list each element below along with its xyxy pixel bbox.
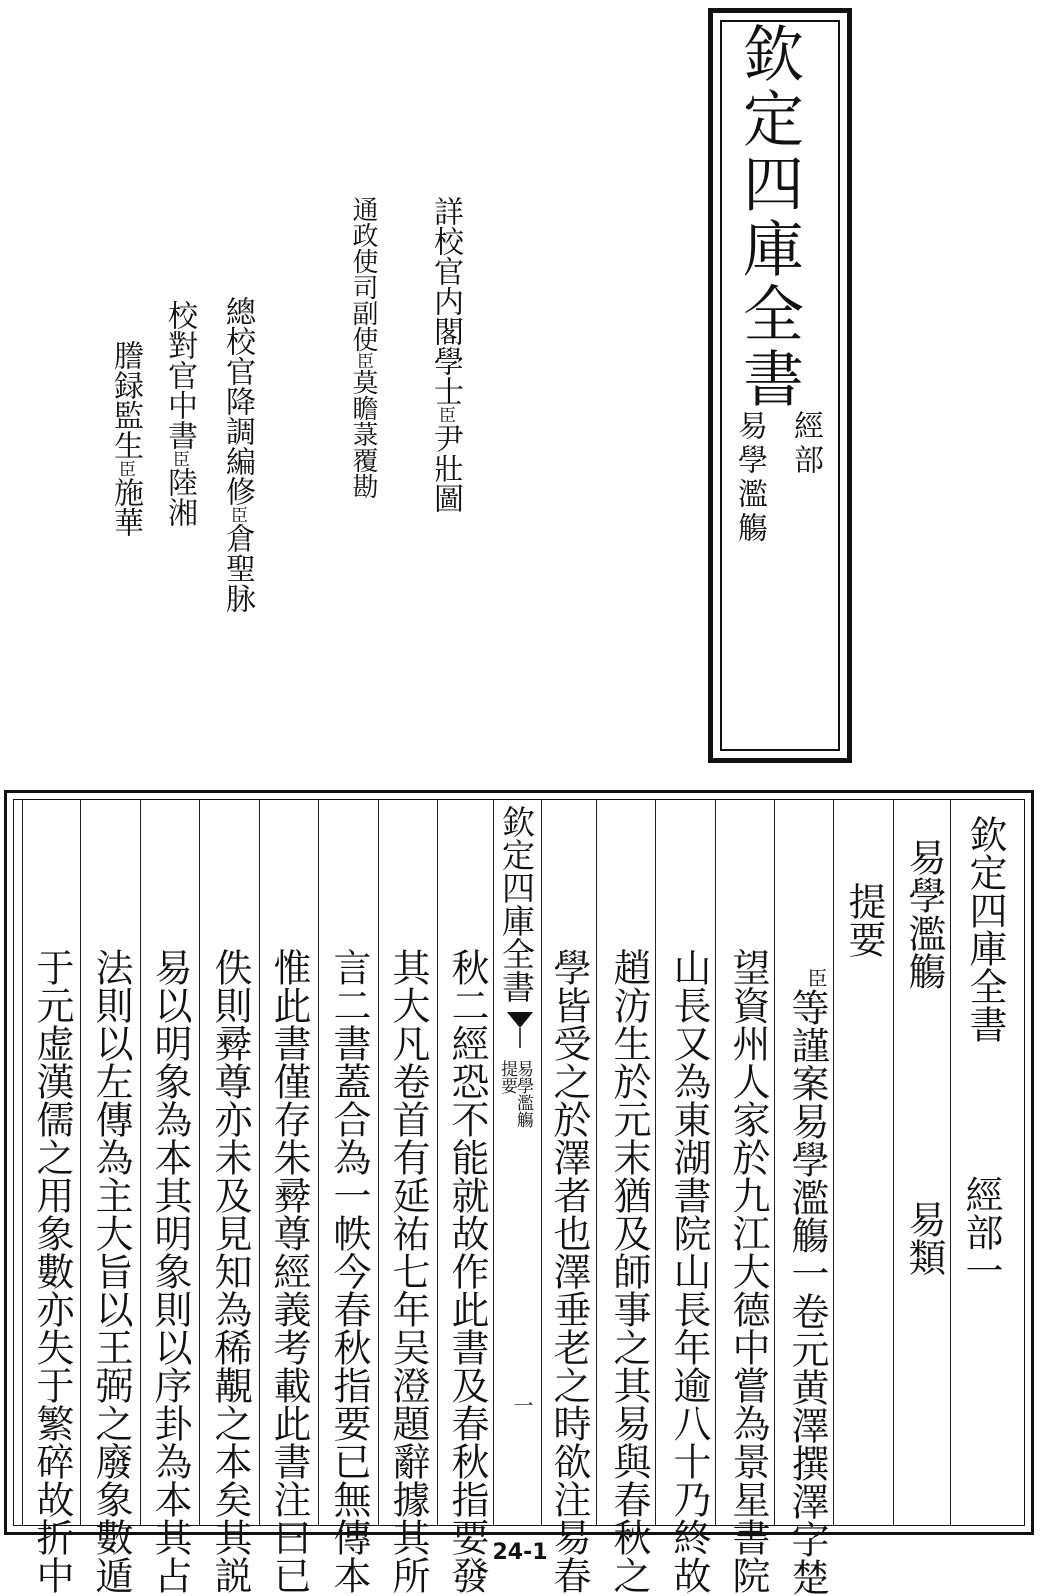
text-column: 言二書蓋合為一帙今春秋指要已無傳本 <box>327 948 371 1594</box>
page-header-section: 經部一 <box>959 1175 1003 1289</box>
title-book-name: 易學濫觴 <box>732 410 767 546</box>
credit-line <box>162 300 197 527</box>
credit-line <box>220 296 255 613</box>
column-rule <box>950 800 951 1526</box>
column-rule <box>596 800 597 1526</box>
text-column: 佚則彛尊亦未及見知為稀覯之本矣其説 <box>208 948 252 1594</box>
text-column: 易以明象為本其明象則以序卦為本其占 <box>148 948 192 1594</box>
credit-line <box>108 340 143 537</box>
text-column: 秋二經恐不能就故作此書及春秋指要發 <box>445 948 489 1594</box>
credit-name: 莫瞻菉覆勘 <box>348 369 378 499</box>
text-column: 于元虚漢儒之用象數亦失于繁碎故折中 <box>30 948 74 1594</box>
column-rule <box>774 800 775 1526</box>
credit-small-char: 臣 <box>227 506 247 523</box>
credit-name: 施華 <box>108 477 143 537</box>
text-column: 其大凡卷首有延祐七年吴澄題辭據其所 <box>386 948 430 1594</box>
text-column: 惟此書僅存朱彛尊經義考載此書注曰已 <box>267 948 311 1594</box>
credit-small-char: 臣 <box>435 406 455 423</box>
text-column: 學皆受之於澤者也澤垂老之時欲注易春 <box>547 948 591 1594</box>
column-rule <box>893 800 894 1526</box>
page-header-title: 欽定四庫全書 <box>963 815 1007 1043</box>
footer-page-number: 24-1 <box>492 1540 548 1565</box>
column-rule <box>199 800 200 1526</box>
column-rule <box>80 800 81 1526</box>
credit-name: 尹壯圖 <box>428 423 463 513</box>
column-rule <box>378 800 379 1526</box>
page-book-name: 易學濫觴 <box>902 838 946 990</box>
column-rule <box>715 800 716 1526</box>
credit-name: 陸湘 <box>162 467 197 527</box>
credit-title: 詳校官内閣學士 <box>428 196 463 406</box>
text-column: 法則以左傳為主大旨以王弼之廢象數遁 <box>89 948 133 1594</box>
column-rule <box>259 800 260 1526</box>
credit-name: 倉聖脉 <box>220 523 255 613</box>
gutter-book-name: 易學濫觴 <box>513 1060 533 1128</box>
column-rule <box>655 800 656 1526</box>
credit-small-char: 臣 <box>169 450 189 467</box>
gutter-section: 提要 <box>497 1060 517 1094</box>
text-column: 望資州人家於九江大德中嘗為景星書院 <box>726 948 770 1594</box>
credit-title: 校對官中書 <box>162 300 197 450</box>
text-column: 趙汸生於元末猶及師事之其易與春秋之 <box>607 948 651 1594</box>
credit-line <box>350 196 376 499</box>
credit-title: 通政使司副使 <box>348 196 378 352</box>
column-rule <box>437 800 438 1526</box>
text-small-char: 臣 <box>804 968 828 988</box>
column-rule <box>541 800 542 1526</box>
main-title: 欽定四庫全書 <box>733 22 804 412</box>
credit-small-char: 臣 <box>115 460 135 477</box>
text-column: 山長又為東湖書院山長年逾八十乃終故 <box>667 948 711 1594</box>
summary-label: 提要 <box>842 882 886 958</box>
credit-title: 總校官降調編修 <box>220 296 255 506</box>
column-rule <box>833 800 834 1526</box>
fishtail-mark-icon <box>505 1010 535 1050</box>
credit-small-char: 臣 <box>353 352 373 369</box>
title-section-label: 經部 <box>788 410 823 478</box>
column-rule <box>140 800 141 1526</box>
column-rule <box>318 800 319 1526</box>
gutter-page-number: 一 <box>510 1395 534 1415</box>
text-column <box>785 968 829 1596</box>
page-category: 易類 <box>902 1200 946 1276</box>
text-column-content: 等謹案易學濫觴一卷元黄澤撰澤字楚 <box>785 988 829 1596</box>
credit-line <box>428 196 463 513</box>
credit-title: 謄録監生 <box>108 340 143 460</box>
column-rule <box>493 800 494 1526</box>
gutter-title: 欽定四庫全書 <box>497 805 536 1003</box>
column-rule <box>22 800 23 1526</box>
